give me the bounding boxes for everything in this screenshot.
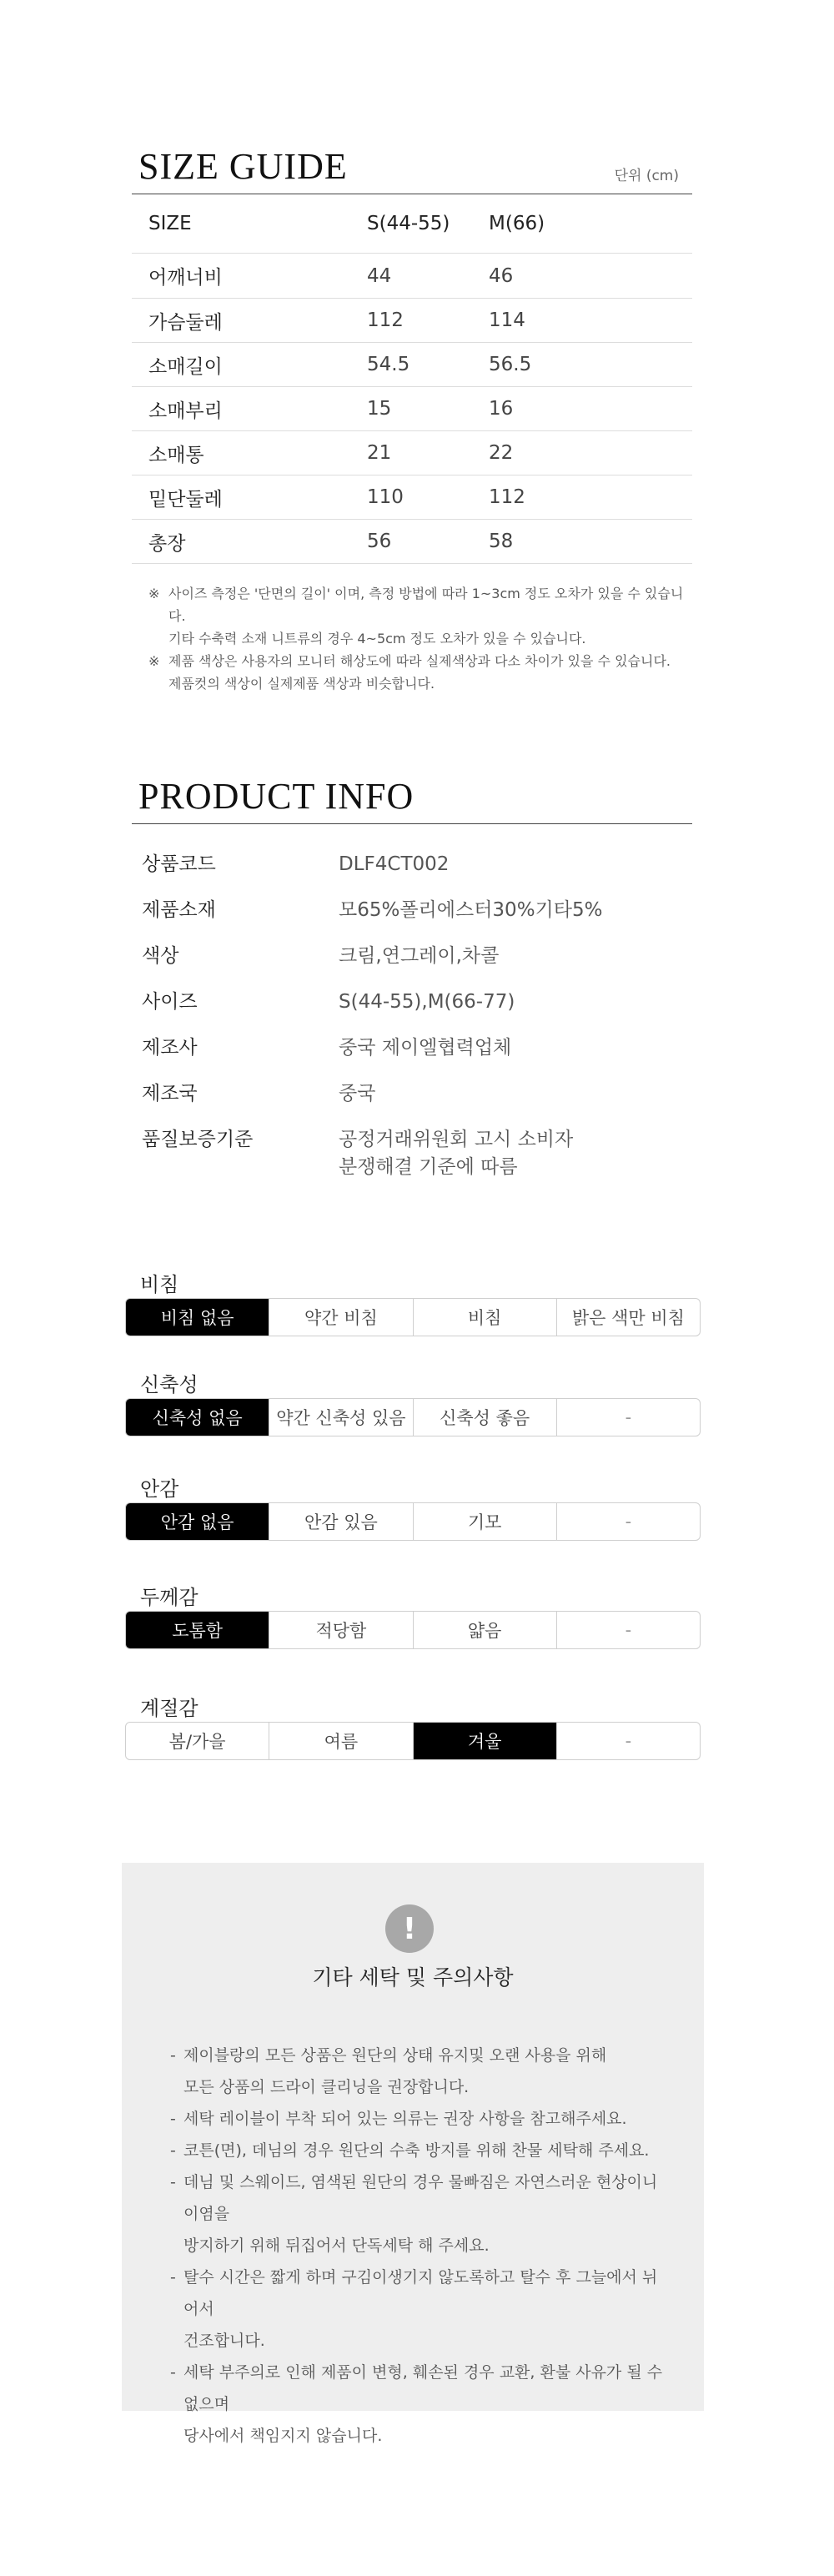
list-item (132, 1034, 692, 1062)
attribute-option: 안감 있음 (269, 1503, 413, 1540)
list-dash: - (170, 2046, 176, 2065)
size-value-cell: 44 (367, 254, 489, 299)
table-row (132, 387, 692, 431)
size-measure-label: 소매길이 (132, 343, 367, 387)
attribute-sheerness (125, 1268, 701, 1336)
size-value-cell: 46 (489, 254, 692, 299)
table-row (132, 520, 692, 564)
attribute-options (125, 1398, 701, 1436)
list-item (132, 851, 692, 878)
attribute-option: 신축성 없음 (126, 1399, 269, 1436)
size-measure-label: 밑단둘레 (132, 475, 367, 520)
list-item (132, 1126, 692, 1181)
attribute-label: 계절감 (140, 1697, 198, 1720)
attribute-options (125, 1611, 701, 1649)
info-value-line: 중국 제이엘협력업체 (339, 1037, 512, 1059)
note-mark: ※ (148, 586, 160, 601)
info-value-line: 크림,연그레이,차콜 (339, 945, 500, 967)
attribute-label: 비침 (140, 1273, 179, 1296)
attribute-options (125, 1502, 701, 1541)
list-item (132, 1080, 692, 1108)
list-item (132, 989, 692, 1016)
list-item (132, 943, 692, 970)
list-item (170, 2357, 671, 2452)
size-notes (132, 582, 692, 695)
care-line: 탈수 시간은 짧게 하며 구김이생기지 않도록하고 탈수 후 그늘에서 뉘어서 (183, 2268, 658, 2318)
info-value (339, 989, 692, 1016)
table-row (132, 431, 692, 475)
size-guide-header (132, 142, 692, 194)
size-value-cell: 114 (489, 299, 692, 343)
info-key: 제품소재 (142, 899, 216, 921)
product-info-section (132, 772, 692, 1200)
list-item (170, 2040, 671, 2103)
attribute-option: 신축성 좋음 (414, 1399, 557, 1436)
attribute-option: 비침 없음 (126, 1299, 269, 1336)
info-value (339, 943, 692, 970)
care-line: 제이블랑의 모든 상품은 원단의 상태 유지및 오랜 사용을 위해 (183, 2046, 607, 2065)
care-instructions-box (122, 1863, 704, 2445)
list-dash: - (170, 2110, 176, 2128)
info-value (339, 1034, 692, 1062)
size-measure-label: 어깨너비 (132, 254, 367, 299)
table-row (132, 475, 692, 520)
list-item (170, 2135, 671, 2166)
attribute-option: 얇음 (414, 1612, 557, 1648)
info-value-line: 공정거래위원회 고시 소비자 (339, 1129, 574, 1150)
list-item (170, 2166, 671, 2262)
info-value-line: DLF4CT002 (339, 853, 450, 875)
size-note (148, 650, 692, 695)
note-line: 제품컷의 색상이 실제제품 색상과 비슷합니다. (168, 676, 435, 692)
note-line: 사이즈 측정은 '단면의 길이' 이며, 측정 방법에 따라 1~3cm 정도 오차가 있을 수 있습니다. (168, 586, 684, 624)
care-line: 코튼(면), 데님의 경우 원단의 수축 방지를 위해 찬물 세탁해 주세요. (183, 2141, 650, 2160)
care-line: 방지하기 위해 뒤집어서 단독세탁 해 주세요. (183, 2236, 490, 2255)
care-title: 기타 세탁 및 주의사항 (312, 1965, 514, 1990)
size-note (148, 582, 692, 650)
attribute-option: 도톰함 (126, 1612, 269, 1648)
info-value (339, 1080, 692, 1108)
table-row (132, 343, 692, 387)
size-header-cell: SIZE (132, 194, 367, 254)
care-line: 세탁 부주의로 인해 제품이 변형, 훼손된 경우 교환, 환불 사유가 될 수 없으며 (183, 2363, 663, 2413)
size-unit-label: 단위 (cm) (614, 168, 679, 184)
list-dash: - (170, 2173, 176, 2191)
size-value-cell: 22 (489, 431, 692, 475)
size-measure-label: 소매부리 (132, 387, 367, 431)
attribute-option: 비침 (414, 1299, 557, 1336)
info-value (339, 851, 692, 878)
size-guide-title: SIZE GUIDE (138, 146, 348, 187)
care-line: 건조합니다. (183, 2332, 265, 2350)
attribute-options (125, 1298, 701, 1336)
attribute-label: 신축성 (140, 1373, 198, 1396)
size-header-cell: M(66) (489, 194, 692, 254)
care-line: 데님 및 스웨이드, 염색된 원단의 경우 물빠짐은 자연스러운 현상이니 이염을 (183, 2173, 658, 2223)
size-value-cell: 56 (367, 520, 489, 564)
product-info-list (132, 851, 692, 1181)
attribute-options (125, 1722, 701, 1760)
care-list (170, 2040, 671, 2452)
info-key: 상품코드 (142, 853, 216, 875)
size-measure-label: 소매통 (132, 431, 367, 475)
size-value-cell: 16 (489, 387, 692, 431)
size-value-cell: 15 (367, 387, 489, 431)
size-header-cell: S(44-55) (367, 194, 489, 254)
care-line: 당사에서 책임지지 않습니다. (183, 2427, 383, 2445)
info-key: 제조국 (142, 1083, 198, 1104)
size-table-header-row (132, 194, 692, 254)
list-dash: - (170, 2268, 176, 2287)
info-value-line: S(44-55),M(66-77) (339, 991, 515, 1013)
size-value-cell: 110 (367, 475, 489, 520)
size-value-cell: 21 (367, 431, 489, 475)
attribute-option: 약간 비침 (269, 1299, 413, 1336)
size-table (132, 194, 692, 564)
size-value-cell: 112 (489, 475, 692, 520)
list-item (170, 2262, 671, 2357)
note-mark: ※ (148, 653, 160, 669)
info-value-line: 모65%폴리에스터30%기타5% (339, 899, 603, 921)
attribute-option: 기모 (414, 1503, 557, 1540)
attribute-stretch (125, 1368, 701, 1436)
info-key: 품질보증기준 (142, 1129, 254, 1150)
attribute-option: 밝은 색만 비침 (571, 1308, 685, 1328)
attribute-option: 여름 (269, 1723, 413, 1759)
attribute-option: - (625, 1407, 632, 1427)
info-value-line: 중국 (339, 1083, 376, 1104)
attribute-option: 봄/가을 (126, 1723, 269, 1759)
attribute-option: 안감 없음 (126, 1503, 269, 1540)
size-measure-label: 가슴둘레 (132, 299, 367, 343)
size-measure-label: 총장 (132, 520, 367, 564)
attribute-option: - (625, 1620, 632, 1640)
attribute-option: - (625, 1512, 632, 1532)
attribute-label: 두께감 (140, 1586, 198, 1609)
note-line: 기타 수축력 소재 니트류의 경우 4~5cm 정도 오차가 있을 수 있습니다. (168, 631, 586, 647)
attribute-option: 약간 신축성 있음 (269, 1399, 413, 1436)
table-row (132, 299, 692, 343)
product-info-header (132, 772, 692, 824)
care-line: 세탁 레이블이 부착 되어 있는 의류는 권장 사항을 참고해주세요. (183, 2110, 627, 2128)
attribute-lining (125, 1472, 701, 1541)
attribute-thickness (125, 1581, 701, 1649)
list-item (132, 897, 692, 924)
attribute-season (125, 1692, 701, 1760)
list-item (170, 2103, 671, 2135)
care-line: 모든 상품의 드라이 클리닝을 권장합니다. (183, 2078, 470, 2096)
attribute-label: 안감 (140, 1477, 179, 1501)
info-value (339, 1126, 692, 1181)
info-value-line: 분쟁해결 기준에 따름 (339, 1156, 518, 1178)
info-key: 사이즈 (142, 991, 198, 1013)
size-value-cell: 54.5 (367, 343, 489, 387)
table-row (132, 254, 692, 299)
size-value-cell: 56.5 (489, 343, 692, 387)
exclamation-icon: ! (385, 1904, 434, 1953)
info-value (339, 897, 692, 924)
size-value-cell: 58 (489, 520, 692, 564)
attribute-option: - (625, 1731, 632, 1751)
note-line: 제품 색상은 사용자의 모니터 해상도에 따라 실제색상과 다소 차이가 있을 수 있습니다. (168, 653, 671, 669)
size-value-cell: 112 (367, 299, 489, 343)
size-guide-section (132, 142, 692, 695)
list-dash: - (170, 2363, 176, 2382)
info-key: 제조사 (142, 1037, 198, 1059)
list-dash: - (170, 2141, 176, 2160)
product-info-title: PRODUCT INFO (138, 776, 414, 817)
attribute-option: 적당함 (269, 1612, 413, 1648)
attribute-option: 겨울 (414, 1723, 557, 1759)
info-key: 색상 (142, 945, 179, 967)
